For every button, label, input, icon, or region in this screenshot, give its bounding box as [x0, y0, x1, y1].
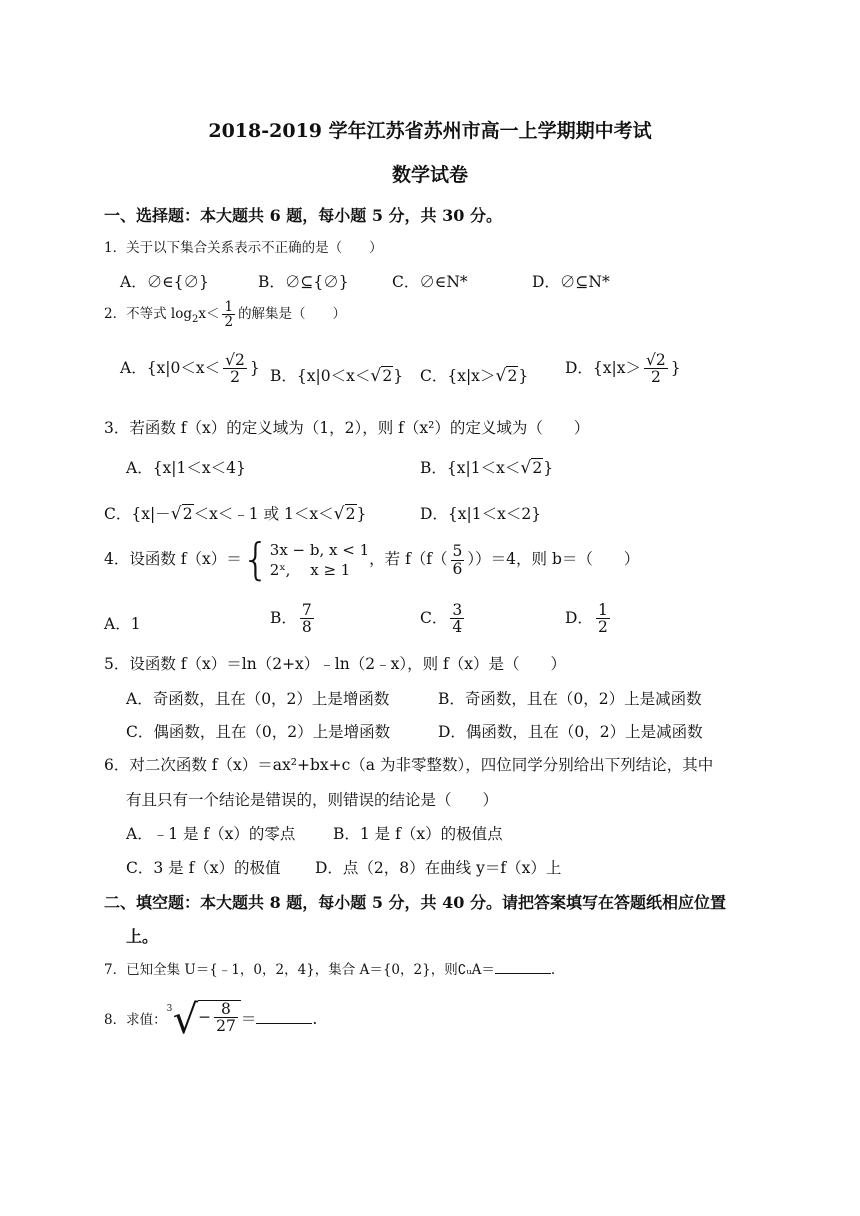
- answer-blank: [256, 1009, 312, 1024]
- section-2-heading-line1: 二、填空题：本大题共 8 题，每小题 5 分，共 40 分。请把答案填写在答题纸相应位置: [104, 893, 726, 912]
- q4-stem: 4．设函数 f（x）＝{ 3x − b, x < 1 2ˣ, x ≥ 1 ，若 f（f（ $\frac{5}{6}$ ））＝4，则 b＝（ ）: [104, 534, 640, 585]
- exam-title: 2018-2019 学年江苏省苏州市高一上学期期中考试: [208, 120, 652, 142]
- answer-blank: [495, 959, 551, 974]
- piecewise-function: 3x − b, x < 1 2ˣ, x ≥ 1: [269, 540, 370, 579]
- left-brace: {: [241, 534, 270, 585]
- q3-stem: 3．若函数 f（x）的定义域为（1，2），则 f（x²）的定义域为（ ）: [104, 419, 590, 437]
- q2-option-b: B．{x|0＜x＜√ 2}: [270, 364, 403, 386]
- exam-subtitle: 数学试卷: [391, 164, 468, 186]
- section-2-heading-line2: 上。: [126, 927, 159, 946]
- q5-option-c: C．偶函数，且在（0，2）上是增函数: [126, 723, 391, 741]
- q4-option-b: B． $\frac{7}{8}$: [270, 601, 312, 637]
- q4-option-c: C． $\frac{3}{4}$: [420, 601, 463, 637]
- q3-option-b: B．{x|1＜x＜√ 2}: [420, 456, 553, 478]
- q1-stem: 1．关于以下集合关系表示不正确的是（ ）: [104, 240, 383, 256]
- q4-option-d: D． $\frac{1}{2}$: [565, 601, 608, 637]
- section-1-heading: 一、选择题：本大题共 6 题，每小题 5 分，共 30 分。: [104, 206, 502, 225]
- q6-option-b: B．1 是 f（x）的极值点: [333, 825, 503, 843]
- q3-option-c: C．{x|－√ 2＜x＜﹣1 或 1＜x＜√ 2}: [104, 502, 366, 524]
- q1-option-d: D．∅⊆N*: [532, 273, 610, 291]
- q6-option-c: C．3 是 f（x）的极值: [126, 859, 281, 877]
- q6-option-a: A．﹣1 是 f（x）的零点: [126, 825, 296, 843]
- q6-stem-line1: 6．对二次函数 f（x）＝ax²+bx+c（a 为非零整数），四位同学分别给出下列结论，其中: [104, 756, 714, 774]
- q4-fraction: $\frac{5}{6}$: [452, 542, 463, 578]
- q1-option-b: B．∅⊆{∅}: [258, 273, 349, 291]
- q2-fraction: $\frac{1}{2}$: [224, 299, 234, 331]
- q2-option-c: C．{x|x＞√ 2}: [420, 364, 528, 386]
- q2-option-a: A．{x|0＜x＜ $\frac{√2}{2}$ }: [120, 351, 260, 387]
- cube-root: 3 √− $\frac{8}{27}$: [167, 1000, 241, 1040]
- q6-option-d: D．点（2，8）在曲线 y＝f（x）上: [315, 859, 562, 877]
- q5-option-d: D．偶函数，且在（0，2）上是减函数: [438, 723, 703, 741]
- q4-option-a: A．1: [104, 615, 141, 633]
- q2-option-d: D．{x|x＞ $\frac{√2}{2}$ }: [565, 351, 681, 387]
- q2-stem: 2．不等式 $\log_2x<$ $\frac{1}{2}$ 的解集是（ ）: [104, 299, 347, 331]
- q1-option-a: A．∅∈{∅}: [120, 273, 209, 291]
- q5-stem: 5．设函数 f（x）＝ln（2+x）﹣ln（2﹣x），则 f（x）是（ ）: [104, 655, 566, 673]
- q3-option-a: A．{x|1＜x＜4}: [126, 459, 246, 477]
- q3-option-d: D．{x|1＜x＜2}: [420, 505, 542, 523]
- q5-option-a: A．奇函数，且在（0，2）上是增函数: [126, 690, 390, 708]
- q8-stem: 8．求值： 3 √− $\frac{8}{27}$ ＝ .: [104, 997, 318, 1043]
- q7-stem: 7．已知全集 U＝{﹣1，0，2，4}，集合 A＝{0，2}，则∁ᵤA＝ .: [104, 958, 555, 978]
- q6-stem-line2: 有且只有一个结论是错误的，则错误的结论是（ ）: [126, 791, 499, 809]
- radical-sign: √: [172, 997, 199, 1043]
- q1-option-c: C．∅∈N*: [392, 273, 468, 291]
- q5-option-b: B．奇函数，且在（0，2）上是减函数: [438, 690, 702, 708]
